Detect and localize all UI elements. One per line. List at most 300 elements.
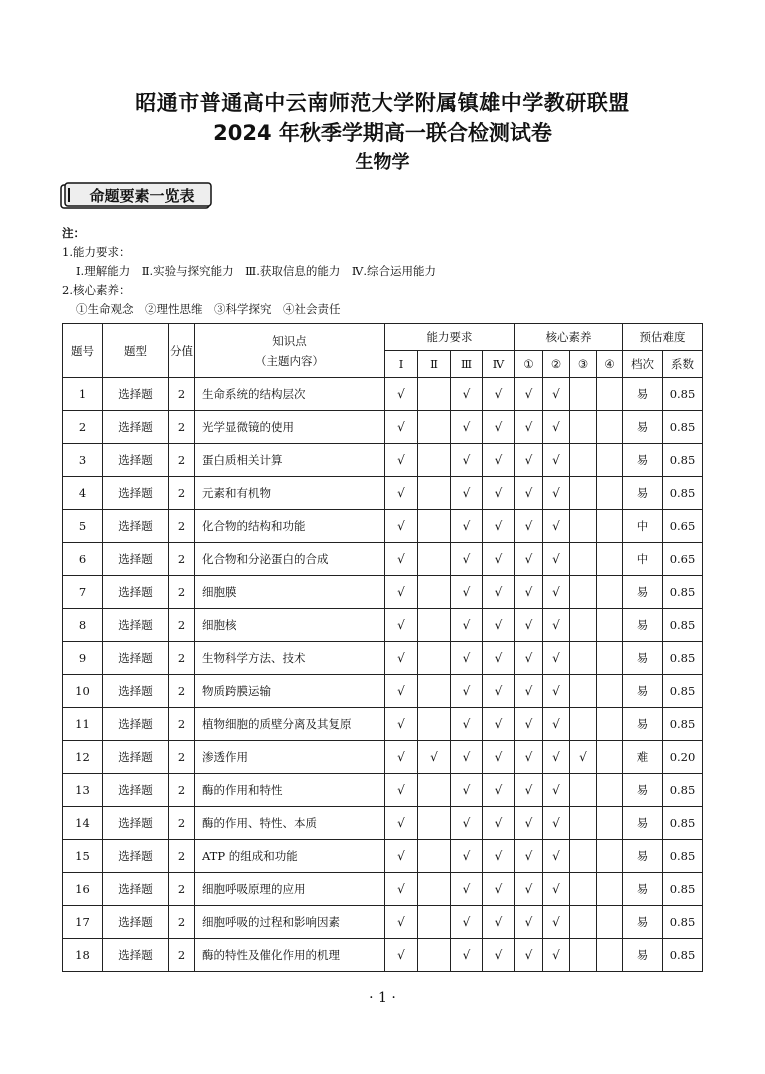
cell-literacy-3 [570,444,597,477]
cell-ability-4: √ [483,543,515,576]
cell-ability-3: √ [451,444,483,477]
cell-ability-4: √ [483,675,515,708]
cell-num: 6 [63,543,103,576]
cell-literacy-3 [570,477,597,510]
cell-ability-3: √ [451,576,483,609]
table-row [63,906,703,939]
cell-literacy-1: √ [515,840,543,873]
section-banner [60,182,212,210]
cell-ability-3: √ [451,642,483,675]
cell-literacy-1: √ [515,576,543,609]
header-topic-line2: （主题内容） [255,353,324,368]
cell-type: 选择题 [103,939,169,972]
cell-num: 4 [63,477,103,510]
cell-literacy-2: √ [543,906,570,939]
cell-level: 中 [623,510,663,543]
table-row [63,774,703,807]
cell-num: 10 [63,675,103,708]
header-topic-line1: 知识点 [272,333,307,348]
cell-type: 选择题 [103,609,169,642]
cell-ability-3: √ [451,708,483,741]
cell-topic: 元素和有机物 [195,477,385,510]
cell-literacy-3 [570,840,597,873]
cell-type: 选择题 [103,807,169,840]
cell-type: 选择题 [103,708,169,741]
cell-score: 2 [169,411,195,444]
cell-ability-1: √ [385,807,418,840]
literacy-items: ①生命观念 ②理性思维 ③科学探究 ④社会责任 [76,302,341,316]
cell-ability-4: √ [483,873,515,906]
cell-level: 易 [623,444,663,477]
cell-literacy-4 [597,840,623,873]
cell-literacy-3 [570,708,597,741]
cell-ability-4: √ [483,840,515,873]
cell-topic: 化合物和分泌蛋白的合成 [195,543,385,576]
table-row [63,840,703,873]
cell-literacy-3 [570,939,597,972]
cell-score: 2 [169,906,195,939]
cell-ability-3: √ [451,510,483,543]
cell-ability-3: √ [451,873,483,906]
cell-type: 选择题 [103,840,169,873]
cell-literacy-3 [570,675,597,708]
header-ability-3: Ⅲ [451,351,483,378]
header-literacy-2: ② [543,351,570,378]
cell-literacy-1: √ [515,906,543,939]
cell-level: 易 [623,774,663,807]
cell-literacy-3 [570,906,597,939]
cell-literacy-2: √ [543,741,570,774]
cell-literacy-1: √ [515,642,543,675]
cell-coef: 0.85 [663,840,703,873]
cell-ability-1: √ [385,642,418,675]
header-coef: 系数 [663,351,703,378]
cell-ability-4: √ [483,609,515,642]
cell-coef: 0.85 [663,873,703,906]
cell-literacy-3 [570,510,597,543]
cell-num: 1 [63,378,103,411]
cell-num: 7 [63,576,103,609]
cell-coef: 0.85 [663,609,703,642]
literacy-heading: 2.核心素养： [62,283,131,297]
cell-ability-1: √ [385,873,418,906]
cell-num: 15 [63,840,103,873]
cell-num: 2 [63,411,103,444]
cell-ability-1: √ [385,378,418,411]
table-row [63,543,703,576]
cell-score: 2 [169,939,195,972]
cell-ability-2: √ [418,741,451,774]
cell-coef: 0.85 [663,906,703,939]
cell-level: 中 [623,543,663,576]
cell-coef: 0.65 [663,510,703,543]
cell-ability-4: √ [483,642,515,675]
cell-num: 5 [63,510,103,543]
cell-literacy-4 [597,939,623,972]
cell-ability-1: √ [385,906,418,939]
cell-topic: ATP 的组成和功能 [195,840,385,873]
table-row [63,642,703,675]
cell-score: 2 [169,576,195,609]
table-row [63,411,703,444]
cell-ability-2 [418,609,451,642]
cell-score: 2 [169,873,195,906]
cell-score: 2 [169,609,195,642]
cell-literacy-1: √ [515,708,543,741]
cell-ability-1: √ [385,543,418,576]
cell-literacy-3 [570,411,597,444]
cell-topic: 物质跨膜运输 [195,675,385,708]
cell-ability-3: √ [451,543,483,576]
table-row [63,708,703,741]
cell-literacy-2: √ [543,840,570,873]
cell-score: 2 [169,642,195,675]
exam-name-title: 2024 年秋季学期高一联合检测试卷 [213,121,552,145]
cell-literacy-1: √ [515,477,543,510]
cell-topic: 细胞呼吸的过程和影响因素 [195,906,385,939]
table-row [63,873,703,906]
cell-ability-2 [418,675,451,708]
cell-coef: 0.85 [663,807,703,840]
cell-ability-4: √ [483,378,515,411]
cell-ability-3: √ [451,609,483,642]
cell-ability-2 [418,774,451,807]
cell-coef: 0.65 [663,543,703,576]
cell-topic: 植物细胞的质壁分离及其复原 [195,708,385,741]
cell-ability-2 [418,411,451,444]
cell-ability-2 [418,873,451,906]
cell-ability-1: √ [385,444,418,477]
cell-topic: 渗透作用 [195,741,385,774]
cell-level: 易 [623,939,663,972]
cell-literacy-1: √ [515,675,543,708]
cell-literacy-4 [597,576,623,609]
ability-items: Ⅰ.理解能力 Ⅱ.实验与探究能力 Ⅲ.获取信息的能力 Ⅳ.综合运用能力 [76,264,437,278]
subject-title: 生物学 [355,152,410,173]
cell-ability-4: √ [483,741,515,774]
cell-num: 12 [63,741,103,774]
cell-ability-2 [418,840,451,873]
cell-ability-2 [418,378,451,411]
cell-score: 2 [169,708,195,741]
cell-ability-2 [418,807,451,840]
cell-ability-3: √ [451,477,483,510]
cell-ability-3: √ [451,675,483,708]
cell-literacy-4 [597,708,623,741]
cell-ability-4: √ [483,939,515,972]
cell-literacy-1: √ [515,807,543,840]
cell-ability-2 [418,939,451,972]
cell-literacy-2: √ [543,510,570,543]
cell-level: 易 [623,477,663,510]
cell-literacy-2: √ [543,411,570,444]
cell-literacy-4 [597,411,623,444]
cell-num: 11 [63,708,103,741]
table-row [63,444,703,477]
cell-type: 选择题 [103,675,169,708]
cell-literacy-3 [570,774,597,807]
table-row [63,510,703,543]
cell-ability-1: √ [385,411,418,444]
cell-ability-4: √ [483,774,515,807]
cell-ability-4: √ [483,576,515,609]
cell-literacy-2: √ [543,675,570,708]
notes-section [62,224,436,319]
cell-coef: 0.20 [663,741,703,774]
cell-topic: 细胞膜 [195,576,385,609]
cell-type: 选择题 [103,873,169,906]
cell-literacy-2: √ [543,774,570,807]
cell-score: 2 [169,543,195,576]
cell-type: 选择题 [103,741,169,774]
cell-ability-1: √ [385,741,418,774]
cell-literacy-4 [597,741,623,774]
cell-ability-4: √ [483,807,515,840]
cell-literacy-1: √ [515,543,543,576]
cell-ability-1: √ [385,774,418,807]
cell-score: 2 [169,378,195,411]
cell-level: 易 [623,873,663,906]
cell-literacy-4 [597,675,623,708]
cell-num: 18 [63,939,103,972]
cell-level: 易 [623,576,663,609]
cell-level: 易 [623,807,663,840]
cell-literacy-3 [570,642,597,675]
cell-literacy-4 [597,444,623,477]
cell-ability-2 [418,708,451,741]
cell-type: 选择题 [103,444,169,477]
header-level: 档次 [623,351,663,378]
cell-level: 易 [623,411,663,444]
cell-literacy-4 [597,873,623,906]
header-ability-4: Ⅳ [483,351,515,378]
cell-num: 13 [63,774,103,807]
cell-ability-4: √ [483,906,515,939]
cell-coef: 0.85 [663,477,703,510]
cell-literacy-1: √ [515,741,543,774]
cell-literacy-1: √ [515,510,543,543]
table-row [63,477,703,510]
cell-ability-1: √ [385,609,418,642]
cell-coef: 0.85 [663,939,703,972]
cell-coef: 0.85 [663,576,703,609]
cell-literacy-4 [597,642,623,675]
cell-ability-4: √ [483,510,515,543]
cell-topic: 细胞核 [195,609,385,642]
cell-type: 选择题 [103,411,169,444]
header-topic [195,324,385,378]
header-num: 题号 [63,324,103,378]
cell-num: 9 [63,642,103,675]
cell-literacy-3 [570,807,597,840]
header-ability-2: Ⅱ [418,351,451,378]
header-literacy: 核心素养 [515,324,623,351]
cell-literacy-3: √ [570,741,597,774]
cell-literacy-1: √ [515,609,543,642]
cell-ability-3: √ [451,741,483,774]
table-row [63,576,703,609]
cell-literacy-2: √ [543,708,570,741]
cell-literacy-2: √ [543,939,570,972]
table-body [63,378,703,972]
cell-ability-2 [418,444,451,477]
table-row [63,807,703,840]
cell-literacy-3 [570,576,597,609]
cell-ability-1: √ [385,576,418,609]
cell-type: 选择题 [103,642,169,675]
exam-organizer-title: 昭通市普通高中云南师范大学附属镇雄中学教研联盟 [135,91,630,115]
header-score: 分值 [169,324,195,378]
cell-ability-3: √ [451,906,483,939]
cell-level: 易 [623,840,663,873]
cell-topic: 细胞呼吸原理的应用 [195,873,385,906]
cell-coef: 0.85 [663,411,703,444]
cell-literacy-2: √ [543,609,570,642]
cell-literacy-2: √ [543,642,570,675]
cell-literacy-4 [597,906,623,939]
banner-label: 命题要素一览表 [89,187,195,205]
cell-ability-1: √ [385,939,418,972]
cell-literacy-1: √ [515,378,543,411]
cell-literacy-4 [597,807,623,840]
ability-heading: 1.能力要求： [62,245,131,259]
cell-type: 选择题 [103,543,169,576]
cell-literacy-4 [597,477,623,510]
cell-score: 2 [169,807,195,840]
cell-num: 8 [63,609,103,642]
cell-ability-3: √ [451,807,483,840]
cell-literacy-2: √ [543,477,570,510]
header-ability-1: Ⅰ [385,351,418,378]
cell-score: 2 [169,774,195,807]
cell-literacy-1: √ [515,873,543,906]
cell-ability-1: √ [385,840,418,873]
cell-topic: 光学显微镜的使用 [195,411,385,444]
cell-ability-3: √ [451,840,483,873]
cell-ability-1: √ [385,510,418,543]
cell-ability-3: √ [451,939,483,972]
cell-topic: 酶的特性及催化作用的机理 [195,939,385,972]
cell-literacy-1: √ [515,411,543,444]
cell-literacy-2: √ [543,576,570,609]
cell-level: 易 [623,906,663,939]
table-row [63,939,703,972]
cell-num: 14 [63,807,103,840]
cell-literacy-4 [597,378,623,411]
header-literacy-4: ④ [597,351,623,378]
cell-ability-1: √ [385,708,418,741]
header-type: 题型 [103,324,169,378]
cell-literacy-1: √ [515,444,543,477]
page-number: · 1 · [369,990,396,1006]
header-literacy-3: ③ [570,351,597,378]
header-ability: 能力要求 [385,324,515,351]
cell-literacy-2: √ [543,378,570,411]
cell-topic: 蛋白质相关计算 [195,444,385,477]
cell-num: 3 [63,444,103,477]
cell-num: 16 [63,873,103,906]
cell-coef: 0.85 [663,642,703,675]
cell-coef: 0.85 [663,444,703,477]
cell-type: 选择题 [103,477,169,510]
cell-ability-2 [418,576,451,609]
table-row [63,378,703,411]
cell-literacy-4 [597,609,623,642]
cell-literacy-4 [597,510,623,543]
cell-score: 2 [169,840,195,873]
cell-topic: 酶的作用和特性 [195,774,385,807]
cell-literacy-4 [597,774,623,807]
cell-level: 易 [623,609,663,642]
notes-label: 注： [62,226,85,240]
cell-type: 选择题 [103,576,169,609]
cell-ability-2 [418,642,451,675]
cell-topic: 生物科学方法、技术 [195,642,385,675]
cell-ability-4: √ [483,477,515,510]
cell-literacy-1: √ [515,774,543,807]
cell-score: 2 [169,444,195,477]
cell-ability-1: √ [385,477,418,510]
cell-level: 易 [623,378,663,411]
header-literacy-1: ① [515,351,543,378]
table-row [63,675,703,708]
cell-ability-4: √ [483,444,515,477]
cell-ability-2 [418,477,451,510]
table-row [63,609,703,642]
cell-literacy-2: √ [543,873,570,906]
cell-ability-4: √ [483,411,515,444]
cell-ability-1: √ [385,675,418,708]
cell-literacy-2: √ [543,807,570,840]
cell-literacy-2: √ [543,444,570,477]
cell-coef: 0.85 [663,378,703,411]
cell-ability-3: √ [451,378,483,411]
cell-literacy-3 [570,609,597,642]
cell-literacy-2: √ [543,543,570,576]
cell-score: 2 [169,741,195,774]
cell-score: 2 [169,477,195,510]
cell-literacy-1: √ [515,939,543,972]
cell-ability-3: √ [451,411,483,444]
cell-type: 选择题 [103,774,169,807]
cell-level: 难 [623,741,663,774]
cell-type: 选择题 [103,510,169,543]
cell-literacy-3 [570,873,597,906]
cell-level: 易 [623,708,663,741]
cell-level: 易 [623,642,663,675]
cell-coef: 0.85 [663,774,703,807]
cell-topic: 酶的作用、特性、本质 [195,807,385,840]
cell-topic: 生命系统的结构层次 [195,378,385,411]
cell-topic: 化合物的结构和功能 [195,510,385,543]
cell-num: 17 [63,906,103,939]
cell-literacy-3 [570,543,597,576]
cell-level: 易 [623,675,663,708]
document-title-block [0,88,765,176]
cell-literacy-4 [597,543,623,576]
cell-type: 选择题 [103,906,169,939]
cell-ability-2 [418,510,451,543]
cell-coef: 0.85 [663,675,703,708]
table-row [63,741,703,774]
cell-score: 2 [169,510,195,543]
cell-ability-2 [418,906,451,939]
cell-literacy-3 [570,378,597,411]
header-difficulty: 预估难度 [623,324,703,351]
cell-coef: 0.85 [663,708,703,741]
exam-elements-table [62,323,703,972]
cell-ability-3: √ [451,774,483,807]
